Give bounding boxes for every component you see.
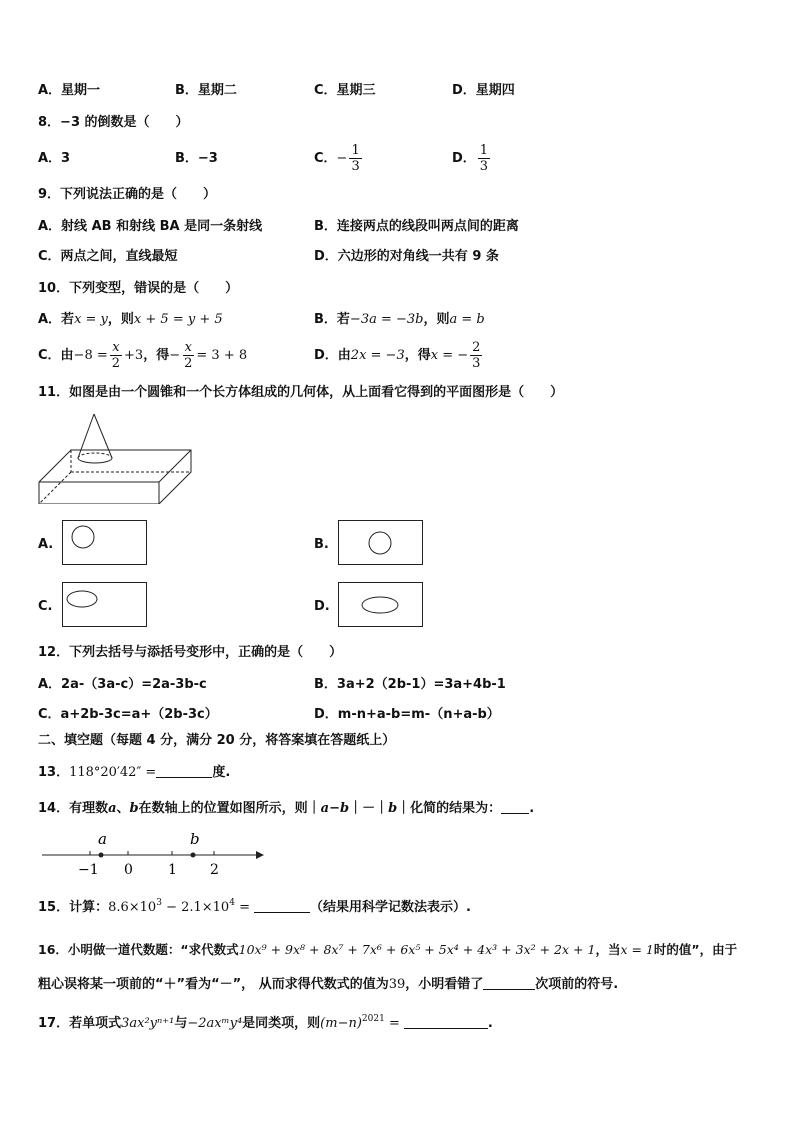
q12-stem: 12．下列去括号与添括号变形中，正确的是（ ） — [38, 645, 343, 660]
tick-label-1: 1 — [168, 862, 177, 878]
q16-line-2: 粗心误将某一项前的“＋”看为“－”， 从而求得代数式的值为39，小明看错了 次项前的符号. — [38, 977, 619, 992]
q14-answer-blank[interactable] — [501, 813, 529, 814]
q11-stem: 11．如图是由一个圆锥和一个长方体组成的几何体，从上面看它得到的平面图形是（ ） — [38, 385, 564, 400]
q15-answer-blank[interactable] — [254, 912, 310, 913]
section-2-heading: 二、填空题（每题 4 分，满分 20 分，将答案填在答题纸上） — [38, 733, 396, 748]
q14: 14．有理数a、b在数轴上的位置如图所示，则｜a−b｜－｜b｜化简的结果为： . — [38, 801, 535, 816]
q11-option-d-label: D. — [314, 599, 330, 614]
point-b-dot — [191, 853, 196, 858]
q8-option-c: C．− $\frac{1}{3}$ — [314, 143, 360, 174]
q12-option-c: C．a+2b-3c=a+（2b-3c） — [38, 707, 218, 722]
q12-option-b: B．3a+2（2b-1）=3a+4b-1 — [314, 677, 506, 692]
q10-option-a: A．若x = y，则x + 5 = y + 5 — [38, 312, 223, 327]
q10-option-b: B．若−3a = −3b，则a = b — [314, 312, 485, 327]
q11-option-a-figure — [62, 520, 148, 566]
q11-option-b-figure — [338, 520, 424, 566]
q8-option-d: D． $\frac{1}{3}$ — [452, 143, 489, 174]
point-b-label: b — [190, 830, 200, 848]
q15: 15．计算：$8.6\times 10^3 - 2.1\times 10^4$ = （结果用科学记数法表示）. — [38, 898, 471, 915]
q7-option-b: B．星期二 — [175, 83, 237, 98]
point-a-label: a — [98, 830, 107, 848]
q11-option-d-figure — [338, 582, 424, 628]
q8-stem: 8．−3 的倒数是（ ） — [38, 115, 189, 130]
q10-stem: 10．下列变型，错误的是（ ） — [38, 281, 239, 296]
tick-label-2: 2 — [210, 862, 219, 878]
q9-option-a: A．射线 AB 和射线 BA 是同一条射线 — [38, 219, 263, 234]
q9-option-b: B．连接两点的线段叫两点间的距离 — [314, 219, 519, 234]
number-line-figure — [38, 828, 268, 878]
q17-answer-blank[interactable] — [404, 1028, 488, 1029]
q11-option-c-label: C. — [38, 599, 53, 614]
q7-option-a: A．星期一 — [38, 83, 101, 98]
q17: 17．若单项式3ax²yⁿ⁺¹与−2axᵐy⁴是同类项，则$(m-n)^{2021}$ = . — [38, 1014, 493, 1031]
q16-answer-blank[interactable] — [483, 989, 535, 990]
q13: 13．118°20′42″ = 度. — [38, 765, 231, 780]
q9-option-c: C．两点之间，直线最短 — [38, 249, 178, 264]
q11-option-b-label: B. — [314, 537, 329, 552]
q16-line-1: 16．小明做一道代数题：“求代数式10x⁹ + 9x⁸ + 8x⁷ + 7x⁶ + 6x⁵ + 5x⁴ + 4x³ + 3x² + 2x + 1，当x = 1时的值”，由于 — [38, 942, 738, 957]
q10-option-d: D．由2x = −3，得x = − $\frac{2}{3}$ — [314, 340, 481, 371]
q12-option-a: A．2a-（3a-c）=2a-3b-c — [38, 677, 207, 692]
q10-option-c: C．由−8 = $\frac{x}{2}$ +3，得− $\frac{x}{2}$ = 3 + 8 — [38, 340, 248, 371]
number-line-arrow — [256, 851, 264, 859]
q9-stem: 9．下列说法正确的是（ ） — [38, 187, 217, 202]
q12-option-d: D．m-n+a-b=m-（n+a-b） — [314, 707, 500, 722]
q11-option-c-figure — [62, 582, 148, 628]
tick-label-0: 0 — [124, 862, 133, 878]
cone-on-cuboid-figure — [36, 412, 196, 504]
q11-option-a-label: A. — [38, 537, 54, 552]
point-a-dot — [99, 853, 104, 858]
q7-option-c: C．星期三 — [314, 83, 376, 98]
tick-label-minus-1: −1 — [78, 862, 99, 878]
q13-answer-blank[interactable] — [156, 777, 212, 778]
q9-option-d: D．六边形的对角线一共有 9 条 — [314, 249, 499, 264]
q8-option-b: B．−3 — [175, 151, 218, 166]
q7-option-d: D．星期四 — [452, 83, 515, 98]
q8-option-a: A．3 — [38, 151, 71, 166]
